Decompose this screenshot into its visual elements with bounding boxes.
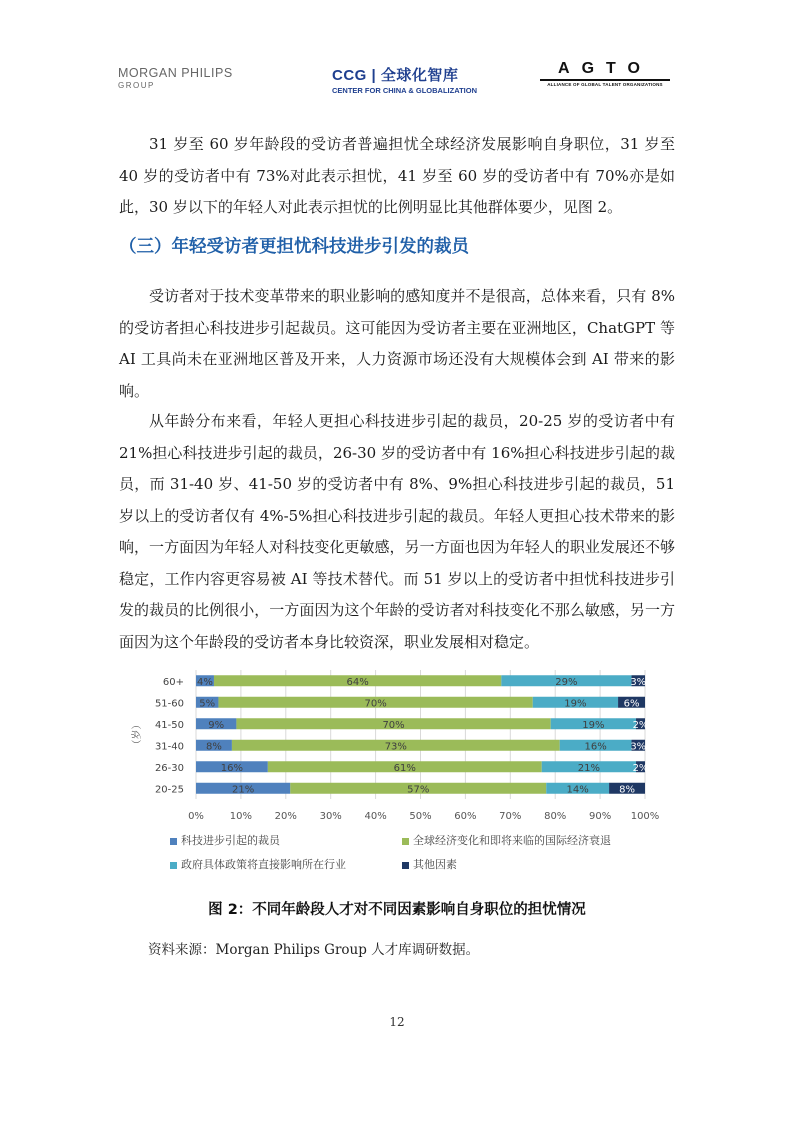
legend-label: 科技进步引起的裁员: [181, 834, 280, 847]
data-label: 3%: [630, 741, 647, 753]
legend-label: 其他因素: [413, 858, 457, 871]
legend-item-global-economy: [402, 832, 611, 848]
agto-rule: [540, 79, 670, 81]
agto-subtitle: ALLIANCE OF GLOBAL TALENT ORGANIZATIONS: [547, 82, 663, 87]
morgan-philips-logo: [118, 66, 233, 90]
legend-label: 全球经济变化和即将来临的国际经济衰退: [413, 834, 611, 847]
data-label: 21%: [232, 784, 255, 796]
agto-wordmark: AGTO: [558, 60, 652, 77]
data-label: 70%: [382, 719, 405, 731]
paragraph-age-distribution: 从年龄分布来看，年轻人更担心科技进步引起的裁员，20-25 岁的受访者中有 21%担心科技进步引起的裁员，26-30 岁的受访者中有 16%担心科技进步引起的裁员，而 31-40 岁、41-50 岁的受访者中有 8%、9%担心科技进步引起的裁员，51 岁以上的受访者仅有 4%-5%担心科技进步引起的裁员。年轻人更担心技术带来的影响，一方面因为年轻人对科技变化更敏感，另一方面也因为年轻人的职业发展还不够稳定，工作内容更容易被 AI 等技术替代。而 51 岁以上的受访者中担忧科技进步引发的裁员的比例很小，一方面因为这个年龄的受访者对科技变化不那么敏感，另一方面因为这个年龄段的受访者本身比较资深，职业发展相对稳定。: [119, 412, 675, 651]
data-label: 3%: [630, 676, 647, 688]
legend-item-other: [402, 856, 457, 872]
legend-swatch: [170, 838, 177, 845]
category-label: 20-25: [154, 784, 184, 796]
morgan-philips-wordmark: MORGAN PHILIPS: [118, 66, 233, 80]
data-label: 61%: [393, 762, 416, 774]
stacked-bar-chart: [128, 662, 668, 887]
page-header: [0, 0, 794, 100]
x-tick-label: 60%: [454, 811, 477, 822]
x-tick-label: 70%: [499, 811, 522, 822]
paragraph-tech-perception: 受访者对于技术变革带来的职业影响的感知度并不是很高，总体来看，只有 8%的受访者担心科技进步引起裁员。这可能因为受访者主要在亚洲地区，ChatGPT 等 AI 工具尚未在亚洲地区普及开来，人力资源市场还没有大规模体会到 AI 带来的影响。: [119, 287, 675, 400]
page-number: 12: [389, 1015, 405, 1029]
data-source-note: 资料来源：Morgan Philips Group 人才库调研数据。: [148, 942, 480, 958]
x-tick-label: 90%: [588, 811, 612, 822]
data-label: 70%: [364, 698, 387, 710]
section-heading: （三）年轻受访者更担忧科技进步引发的裁员: [119, 237, 469, 257]
x-tick-label: 20%: [274, 811, 297, 822]
data-label: 19%: [564, 698, 587, 710]
x-tick-label: 80%: [544, 811, 567, 822]
x-tick-label: 40%: [364, 811, 387, 822]
legend-label: 政府具体政策将直接影响所在行业: [181, 858, 346, 871]
data-label: 9%: [208, 719, 225, 731]
x-tick-label: 100%: [630, 811, 660, 822]
category-label: 26-30: [154, 762, 184, 774]
data-label: 4%: [197, 676, 213, 688]
data-label: 73%: [384, 741, 407, 753]
chart-svg: [128, 662, 668, 887]
x-tick-label: 30%: [319, 811, 342, 822]
data-label: 29%: [555, 676, 578, 688]
legend-item-government-policy: [170, 856, 346, 872]
data-label: 5%: [199, 698, 216, 710]
x-tick-label: 50%: [409, 811, 432, 822]
data-label: 64%: [346, 676, 369, 688]
legend-swatch: [402, 862, 409, 869]
data-label: 16%: [220, 762, 244, 774]
legend-swatch: [170, 862, 177, 869]
figure-caption: 图 2：不同年龄段人才对不同因素影响自身职位的担忧情况: [208, 902, 586, 918]
data-label: 14%: [566, 784, 589, 796]
category-label: 41-50: [154, 719, 184, 731]
data-label: 19%: [582, 719, 605, 731]
y-axis-title: （岁）: [132, 719, 143, 750]
data-label: 2%: [632, 719, 649, 731]
x-tick-label: 0%: [188, 811, 204, 822]
ccg-wordmark: CCG | 全球化智库: [332, 67, 459, 84]
ccg-logo: [332, 64, 477, 95]
paragraph-age-concern: 31 岁至 60 岁年龄段的受访者普遍担忧全球经济发展影响自身职位，31 岁至 40 岁的受访者中有 73%对此表示担忧，41 岁至 60 岁的受访者中有 70%亦是如此，30 岁以下的年轻人对此表示担忧的比例明显比其他群体要少，见图 2。: [119, 135, 675, 216]
data-label: 2%: [632, 762, 649, 774]
data-label: 57%: [407, 784, 430, 796]
category-label: 31-40: [154, 741, 184, 753]
data-label: 8%: [619, 784, 635, 796]
data-label: 21%: [577, 762, 600, 774]
category-label: 51-60: [154, 698, 184, 710]
category-label: 60+: [162, 676, 184, 688]
data-label: 8%: [206, 741, 222, 753]
legend-item-tech-layoffs: [170, 832, 280, 848]
legend-swatch: [402, 838, 409, 845]
data-label: 6%: [623, 698, 640, 710]
agto-logo: [540, 60, 670, 87]
data-label: 16%: [584, 741, 607, 753]
morgan-philips-group: GROUP: [118, 81, 155, 90]
x-tick-label: 10%: [229, 811, 253, 822]
ccg-subtitle: CENTER FOR CHINA & GLOBALIZATION: [332, 86, 477, 95]
